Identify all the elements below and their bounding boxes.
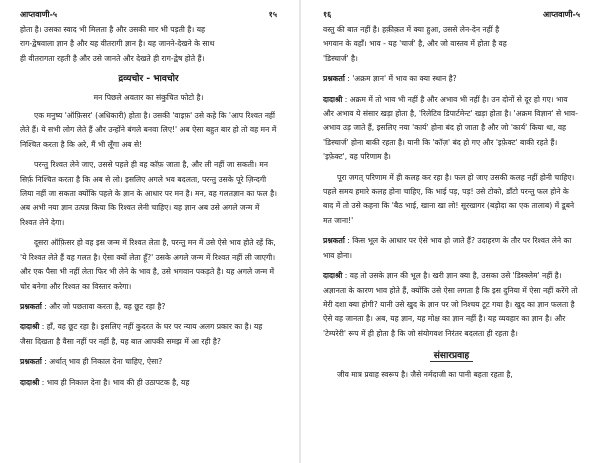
right-page <box>301 0 600 463</box>
text-line: भगवान के वहाँ। भाव - यह 'चार्ज' है, और जो वास्तव में होता है वह <box>323 39 507 49</box>
section-heading-text: संसारप्रवाह <box>430 351 473 362</box>
answer <box>323 93 580 165</box>
question-text: : और जो पछतावा करता है, वह छूट रहा है? <box>44 301 166 311</box>
section-heading: द्रव्यचोर - भावचोर <box>118 74 179 85</box>
running-title: आप्तवाणी-५ <box>542 10 580 19</box>
speaker-label: दादाश्री <box>20 322 40 332</box>
answer <box>323 269 580 341</box>
question <box>323 234 580 263</box>
text-line: 'डिस्चार्ज' है। <box>323 53 358 63</box>
paragraph: परन्तु रिश्वत लेने जाए, उससे पहले ही वह कॉफ़ जाता है, और ली नहीं जा सकती। मन सिर्फ़ निश्चित करता है कि अब से लो। इसलिए अगले भव बदलता, परन्तु उसके पूरे ज़िन्दगी लिया नहीं जा सकता क्योंकि पहले के ज्ञान के आधार पर मन है। मन, वह गलतज्ञान का फल है। अब अभी नया ज्ञान उत्पन्न किया कि रिश्वत लेनी चाहिए। यह ज्ञान अब उसे अगले जन्म में रिश्वत लेने देगा। <box>20 160 277 227</box>
question-text: : 'अक्रम ज्ञान' में भाव का क्या स्थान है? <box>347 74 457 84</box>
left-page-header <box>20 8 277 23</box>
page-number: १६ <box>323 10 332 19</box>
paragraph: जीव मात्र प्रवाह स्वरूप है। जैसे नर्मदाजी का पानी बहता रहता है, <box>337 369 513 379</box>
question-text: : अर्थात् भाव ही निकाल देना चाहिए, ऐसा? <box>44 357 163 367</box>
speaker-label: प्रश्नकर्ता <box>323 74 345 84</box>
answer <box>20 320 277 349</box>
question <box>323 72 580 86</box>
answer-text: : हाँ, वह छूट रहा है। इसलिए नहीं कुदरत के घर पर न्याय अलग प्रकार का है। यह जैसा दिखता है वैसा नहीं पर नहीं है, यह बात आपकी समझ में आ रही है? <box>20 322 263 346</box>
right-page-header <box>323 8 580 23</box>
speaker-label: दादाश्री <box>323 271 343 281</box>
text-line: होता है। उसका स्वाद भी मिलता है और उसकी मार भी पड़ती है। यह <box>20 25 206 34</box>
running-title: आप्तवाणी-५ <box>20 10 58 19</box>
speaker-label: प्रश्नकर्ता <box>20 357 42 367</box>
page-number: १५ <box>268 10 277 19</box>
speaker-label: प्रश्नकर्ता <box>323 236 345 246</box>
question <box>20 300 277 314</box>
question <box>20 355 277 369</box>
section-subheading: मन पिछले अवतार का संकुचित फोटो है। <box>93 92 204 102</box>
answer-text: : अक्रम में तो भाव भी नहीं है और अभाव भी नहीं है। उन दोनों से दूर हो गए। भाव और अभाव ये संसार खड़ा होता है, 'रिलेटिव डिपार्टमेन्ट' खड़ा होता है। 'अक्रम विज्ञान' से भाव-अभाव उड़ जाते हैं, इसलिए नया 'कार्य' होना बंद हो जाता है और जो 'कार्य' किया था, वह 'डिस्चार्ज' होना बाकी रहता है। यानी कि 'कॉज़' बंद हो गए और 'इफ़ेक्ट' बाकी रहते हैं। 'इफ़ेक्ट', वह परिणाम है। <box>323 94 578 162</box>
speaker-label: प्रश्नकर्ता <box>20 301 42 311</box>
speaker-label: दादाश्री <box>323 94 343 104</box>
paragraph: एक मनुष्य 'ऑफ़िसर' (अधिकारी) होता है। उसकी 'वाइफ़' उसे कहे कि 'आप रिश्वत नहीं लेते हैं। ये सभी लोग लेते हैं और उन्होंने बंगले बनवा लिए!' अब ऐसा बहुत बार हो तो वह मन में निश्चित करता है कि अरे, मैं भी लूँगा अब से! <box>20 111 277 149</box>
answer-text: : भाव ही निकाल देना है। भाव की ही उठापटक है, यह <box>41 377 190 387</box>
paragraph: पूरा जगत् परिणाम में ही कलह कर रहा है। फल हो जाए उसकी कलह नहीं होनी चाहिए। पहले समय हमारे कलह होना चाहिए, कि भाई पड़, पड़! उसे टोको, डाँटो परन्तु फल होने के बाद में तो उसे कहना कि 'बैठ भाई, खाना खा लो! सूरखागर (बड़ोदा का एक तालाब) में डूबने मत जाना!' <box>323 172 575 225</box>
paragraph: दूसरा ऑफ़िसर हो वह इस जन्म में रिश्वत लेता है, परन्तु मन में उसे ऐसे भाव होते रहें कि, 'ये रिश्वत लेते हैं वह गलत है। ऐसा क्यों लेता हूँ?' उसके अगले जन्म में रिश्वत नहीं ली जाएगी। और एक पैसा भी नहीं लेता फिर भी लेने के भाव है, उसे भगवान पकड़ते है। यह अगले जन्म में चोर बनेगा और रिश्वत का विस्तार करेगा। <box>20 238 276 291</box>
section-heading <box>323 349 580 363</box>
text-line: वस्तु की बात नहीं है। हक़ीक़त में क्या हुआ, उससे लेन-देन नहीं है <box>323 25 500 34</box>
text-line: राग-द्वेषवाला ज्ञान है और यह वीतरागी ज्ञान है। यह जानने-देखने के साथ <box>20 39 215 49</box>
answer-text: : वह तो उसके ज्ञान की भूल है। खरी ज्ञान क्या है, उसका उसे 'डिस्क्लेम' नहीं है। अज्ञानता के कारण भाव होते हैं, क्योंकि उसे ऐसा लगता है कि इस दुनिया में ऐसा नहीं करेंगे तो मेरी दशा क्या होगी? यानी उसे खुद के ज्ञान पर जो निश्चय टूट गया है। खुद का ज्ञान फलता है ऐसे वह जानता है। अब, यह ज्ञान, यह मोक्ष का ज्ञान नहीं है। यह व्यवहार का ज्ञान है। और 'टेम्परेरी' रूप में ही होता है कि जो संयोगवश निरंतर बदलता ही रहता है। <box>323 271 578 338</box>
text-line: ही वीतरागता रहती है और उसे जानते और देखते ही राग-द्वेष होते हैं। <box>20 53 205 63</box>
question-text: : किस भूल के आधार पर ऐसे भाव हो जाते हैं? उदाहरण के तौर पर रिश्वत लेने का भाव होना। <box>323 236 572 260</box>
answer <box>20 376 277 390</box>
left-page <box>0 0 299 463</box>
speaker-label: दादाश्री <box>20 377 40 387</box>
